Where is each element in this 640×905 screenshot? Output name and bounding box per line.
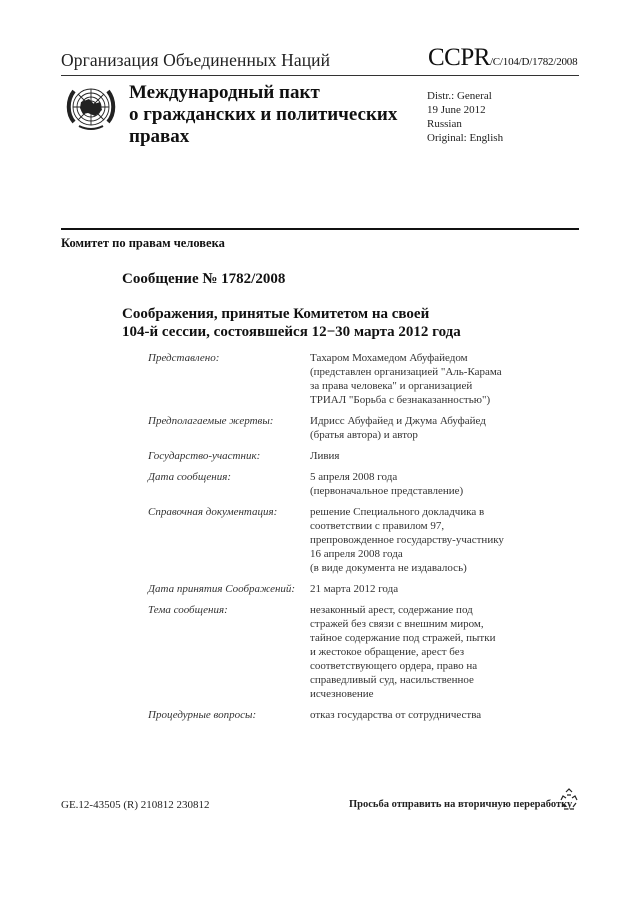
meta-value [310,708,548,722]
meta-label: Дата принятия Соображений: [148,583,296,595]
meta-row-alleged-victims [148,414,548,442]
meta-label: Процедурные вопросы: [148,709,257,721]
document-symbol-suffix: /C/104/D/1782/2008 [489,56,578,68]
recycle-icon [558,788,580,810]
meta-value-line: (первоначальное представление) [310,485,464,497]
meta-value [310,582,548,596]
communication-metadata [148,351,548,729]
meta-row-document-references [148,505,548,575]
meta-value-line: тайное содержание под стражей, пытки [310,632,496,644]
covenant-title-line: Международный пакт [129,82,320,103]
meta-value-line: исчезновение [310,688,374,700]
meta-value [310,414,548,442]
meta-value-line: Ливия [310,450,340,462]
meta-row-adoption-date [148,582,548,596]
meta-value-line: стражей без связи с внешним миром, [310,618,484,630]
meta-value-line: справедливый суд, насильственное [310,674,474,686]
covenant-title-line: правах [129,126,190,147]
meta-value-line: (представлен организацией "Аль-Карама [310,366,502,378]
document-symbol-main: CCPR [428,44,490,71]
meta-value-line: за права человека" и организацией [310,380,473,392]
views-title-line: 104-й сессии, состоявшейся 12−30 марта 2012 года [122,324,461,340]
distribution-date: 19 June 2012 [427,104,486,116]
views-title-line: Соображения, принятые Комитетом на своей [122,306,430,322]
meta-value-line: отказ государства от сотрудничества [310,709,482,721]
meta-value-line: соответствующего ордера, право на [310,660,478,672]
meta-value-line: ТРИАЛ "Борьба с безнаказанностью") [310,394,491,406]
meta-label: Предполагаемые жертвы: [148,415,274,427]
meta-label: Тема сообщения: [148,604,228,616]
meta-value [310,351,548,407]
un-emblem-icon [64,80,118,134]
meta-row-procedural-issues [148,708,548,722]
meta-label: Дата сообщения: [148,471,232,483]
meta-row-state-party [148,449,548,463]
meta-value-line: 5 апреля 2008 года [310,471,398,483]
header-rule [61,75,579,76]
covenant-title [129,82,397,148]
document-job-code: GE.12-43505 (R) 210812 230812 [61,799,210,811]
meta-value [310,449,548,463]
recycle-notice: Просьба отправить на вторичную переработку [349,799,573,810]
original-language: Original: English [427,132,504,144]
views-title [122,305,461,341]
covenant-title-line: о гражданских и политических [129,104,398,125]
committee-name: Комитет по правам человека [61,236,225,250]
meta-label: Представлено: [148,352,220,364]
meta-row-communication-date [148,470,548,498]
meta-value-line: и жестокое обращение, арест без [310,646,465,658]
meta-label: Справочная документация: [148,506,278,518]
meta-value-line: соответствии с правилом 97, [310,520,445,532]
meta-value-line: незаконный арест, содержание под [310,604,473,616]
meta-value-line: 16 апреля 2008 года [310,548,403,560]
distribution-type: Distr.: General [427,90,492,102]
meta-value-line: 21 марта 2012 года [310,583,399,595]
distribution-info [427,89,503,145]
meta-row-subject-matter [148,603,548,701]
organization-name: Организация Объединенных Наций [61,50,331,70]
meta-row-submitted-by [148,351,548,407]
section-rule [61,228,579,230]
meta-value-line: решение Специального докладчика в [310,506,485,518]
meta-value [310,470,548,498]
meta-label: Государство-участник: [148,450,261,462]
meta-value [310,603,548,701]
meta-value [310,505,548,575]
document-language: Russian [427,118,462,130]
meta-value-line: (братья автора) и автор [310,429,418,441]
communication-number: Сообщение № 1782/2008 [122,271,286,287]
meta-value-line: препровожденное государству-участнику [310,534,504,546]
document-symbol [428,44,577,72]
meta-value-line: Идрисс Абуфайед и Джума Абуфайед [310,415,486,427]
meta-value-line: (в виде документа не издавалось) [310,562,467,574]
meta-value-line: Тахаром Мохамедом Абуфайедом [310,352,468,364]
